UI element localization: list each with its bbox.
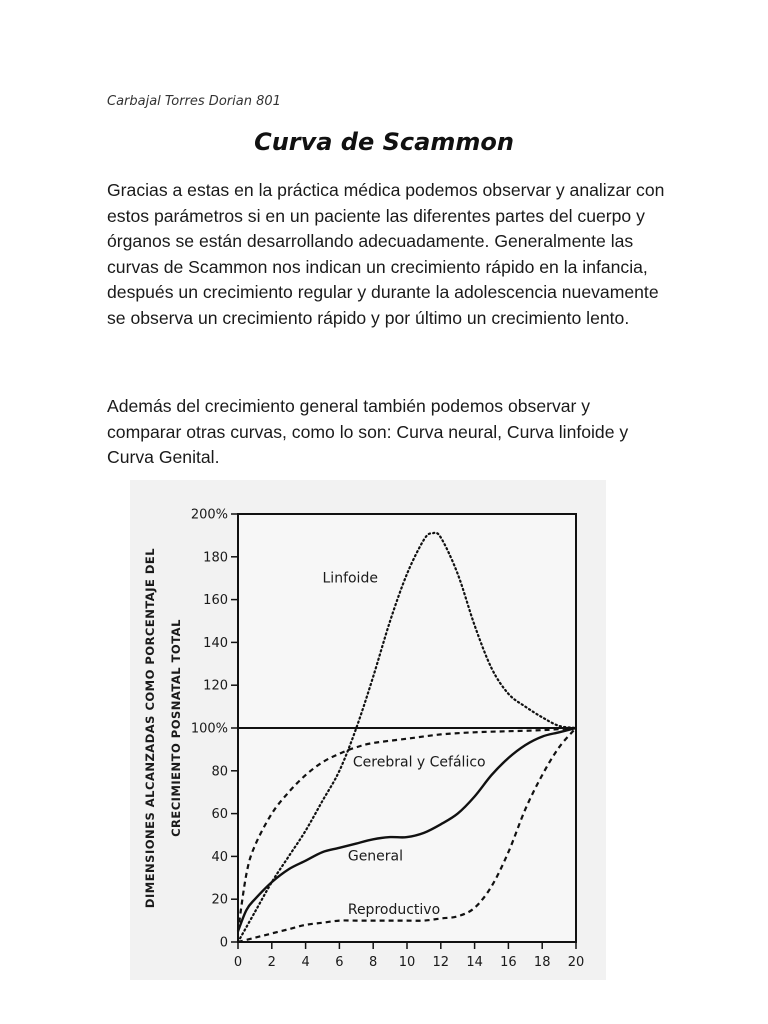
y-tick-label: 180 — [203, 550, 228, 566]
series-label-linfoide: Linfoide — [322, 570, 378, 587]
x-tick-label: 4 — [301, 955, 310, 970]
y-tick-label: 120 — [203, 678, 228, 694]
y-tick-label: 40 — [211, 849, 228, 865]
document-title: Curva de Scammon — [254, 128, 514, 156]
scammon-chart — [130, 480, 606, 980]
y-tick-label: 20 — [211, 892, 228, 908]
x-tick-label: 18 — [533, 955, 551, 970]
paragraph-curves: Además del crecimiento general también podemos observar y comparar otras curvas, como lo son: Curva neural, Curva linfoide y Curva Genital. — [107, 396, 629, 468]
author-name: Carbajal Torres Dorian 801 — [107, 94, 281, 109]
y-tick-label: 100% — [190, 721, 228, 737]
x-tick-label: 20 — [567, 955, 585, 970]
series-label-general: General — [347, 848, 404, 865]
paragraph-intro: Gracias a estas en la práctica médica podemos observar y analizar con estos parámetros si en un paciente las diferentes partes del cuerpo y órganos se están desarrollando adecuadamente. Generalmente las curvas de Scammon nos indican un crecimiento rápido en la infancia, después un crecimiento regular y durante la adolescencia nuevamente se observa un crecimiento rápido y por último un crecimiento lento. — [107, 180, 665, 328]
x-tick-label: 2 — [267, 955, 276, 970]
y-tick-label: 200% — [190, 507, 228, 523]
y-tick-label: 60 — [211, 807, 228, 823]
series-label-cerebral-y-cefalico: Cerebral y Cefálico — [352, 754, 486, 771]
y-tick-label: 80 — [211, 764, 228, 780]
y-axis-title-line2: CRECIMIENTO POSNATAL TOTAL — [169, 619, 183, 837]
x-tick-label: 14 — [466, 955, 483, 970]
y-axis-title-line1: DIMENSIONES ALCANZADAS COMO PORCENTAJE DEL — [143, 547, 157, 909]
x-tick-label: 10 — [398, 955, 416, 970]
x-tick-label: 12 — [432, 955, 450, 970]
series-label-reproductivo: Reproductivo — [347, 902, 441, 919]
x-tick-label: 6 — [335, 955, 344, 970]
x-tick-label: 16 — [500, 955, 517, 970]
y-tick-label: 160 — [203, 593, 228, 609]
y-tick-label: 140 — [203, 635, 228, 651]
x-tick-label: 0 — [233, 955, 243, 970]
x-tick-label: 8 — [369, 955, 378, 970]
y-tick-label: 0 — [219, 935, 228, 951]
scammon-chart-figure — [130, 480, 606, 980]
